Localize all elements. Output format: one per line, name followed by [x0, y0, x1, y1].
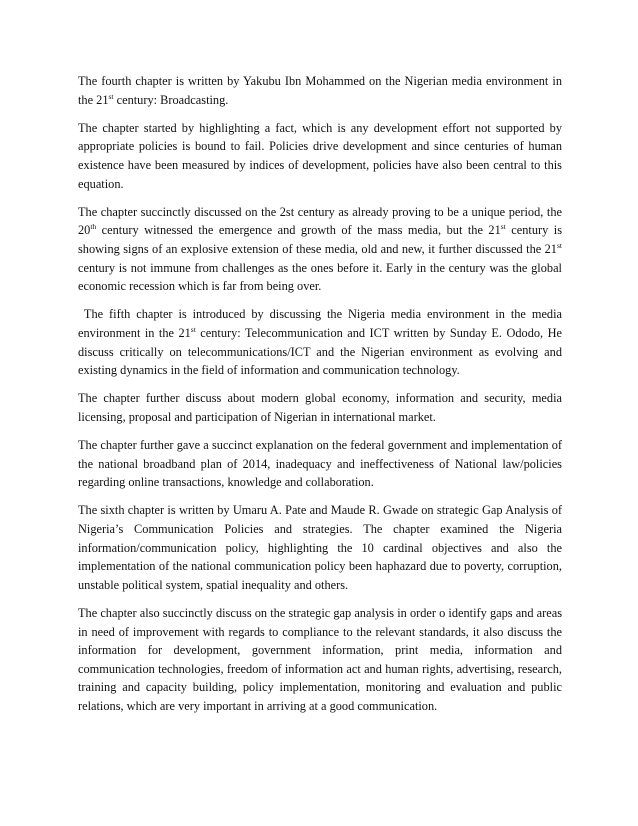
ordinal-superscript: st	[500, 222, 506, 232]
paragraph-text: The sixth chapter is written by Umaru A. Pate and Maude R. Gwade on strategic Gap Analysis of Nigeria’s Communication Policies and strategies. The chapter examined the Nigeria information/communication policy, highlighting the 10 cardinal objectives and also the implementation of the national communication policy been haphazard due to poverty, corruption, unstable political system, spatial inequality and others.	[78, 503, 562, 592]
body-paragraph	[78, 203, 562, 296]
paragraph-text: The fifth chapter is introduced by discussing the Nigeria media environment in the media environment in the 21	[78, 307, 562, 340]
paragraph-text: The chapter further discuss about modern global economy, information and security, media licensing, proposal and participation of Nigerian in international market.	[78, 391, 562, 424]
paragraph-text: century is not immune from challenges as the ones before it. Early in the century was the global economic recession which is far from being over.	[78, 260, 562, 294]
paragraph-text: century: Telecommunication and ICT written by Sunday E. Ododo, He discuss critically on telecommunications/ICT and the Nigerian environment as evolving and existing dynamics in the field of information and communication technology.	[78, 325, 562, 378]
body-paragraph	[78, 436, 562, 492]
body-paragraph	[78, 389, 562, 426]
ordinal-superscript: st	[108, 91, 114, 101]
paragraph-text: The chapter further gave a succinct explanation on the federal government and implementation of the national broadband plan of 2014, inadequacy and ineffectiveness of National law/policies regarding online transactions, knowledge and collaboration.	[78, 438, 562, 490]
body-paragraph	[78, 604, 562, 716]
paragraph-text: century witnessed the emergence and growth of the mass media, but the 21	[96, 223, 501, 238]
paragraph-text: century: Broadcasting.	[113, 92, 229, 107]
paragraph-text: The chapter started by highlighting a fact, which is any development effort not supported by appropriate policies is bound to fail. Policies drive development and since centuries of human existence have been measured by indices of development, policies have also been central to this equation.	[78, 120, 562, 191]
ordinal-superscript: st	[190, 324, 196, 334]
paragraph-text: century is showing signs of an explosive extension of these media, old and new, it further discussed the 21	[78, 223, 562, 256]
paragraph-text: The fourth chapter is written by Yakubu Ibn Mohammed on the Nigerian media environment in the 21	[78, 74, 562, 107]
ordinal-superscript: st	[556, 240, 562, 250]
body-paragraph	[78, 305, 562, 379]
body-paragraph	[78, 119, 562, 193]
document-body	[78, 72, 562, 725]
paragraph-text: The chapter also succinctly discuss on the strategic gap analysis in order o identify gaps and areas in need of improvement with regards to compliance to the relevant standards, it also discuss the information for development, government information, print media, information and communication technologies, freedom of information act and human rights, advertising, research, training and capacity building, policy implementation, monitoring and evaluation and public relations, which are very important in arriving at a good communication.	[78, 606, 562, 713]
paragraph-text: The chapter succinctly discussed on the 2st century as already proving to be a unique period, the 20	[78, 204, 562, 238]
body-paragraph	[78, 501, 562, 594]
body-paragraph	[78, 72, 562, 109]
ordinal-superscript: th	[90, 222, 97, 232]
